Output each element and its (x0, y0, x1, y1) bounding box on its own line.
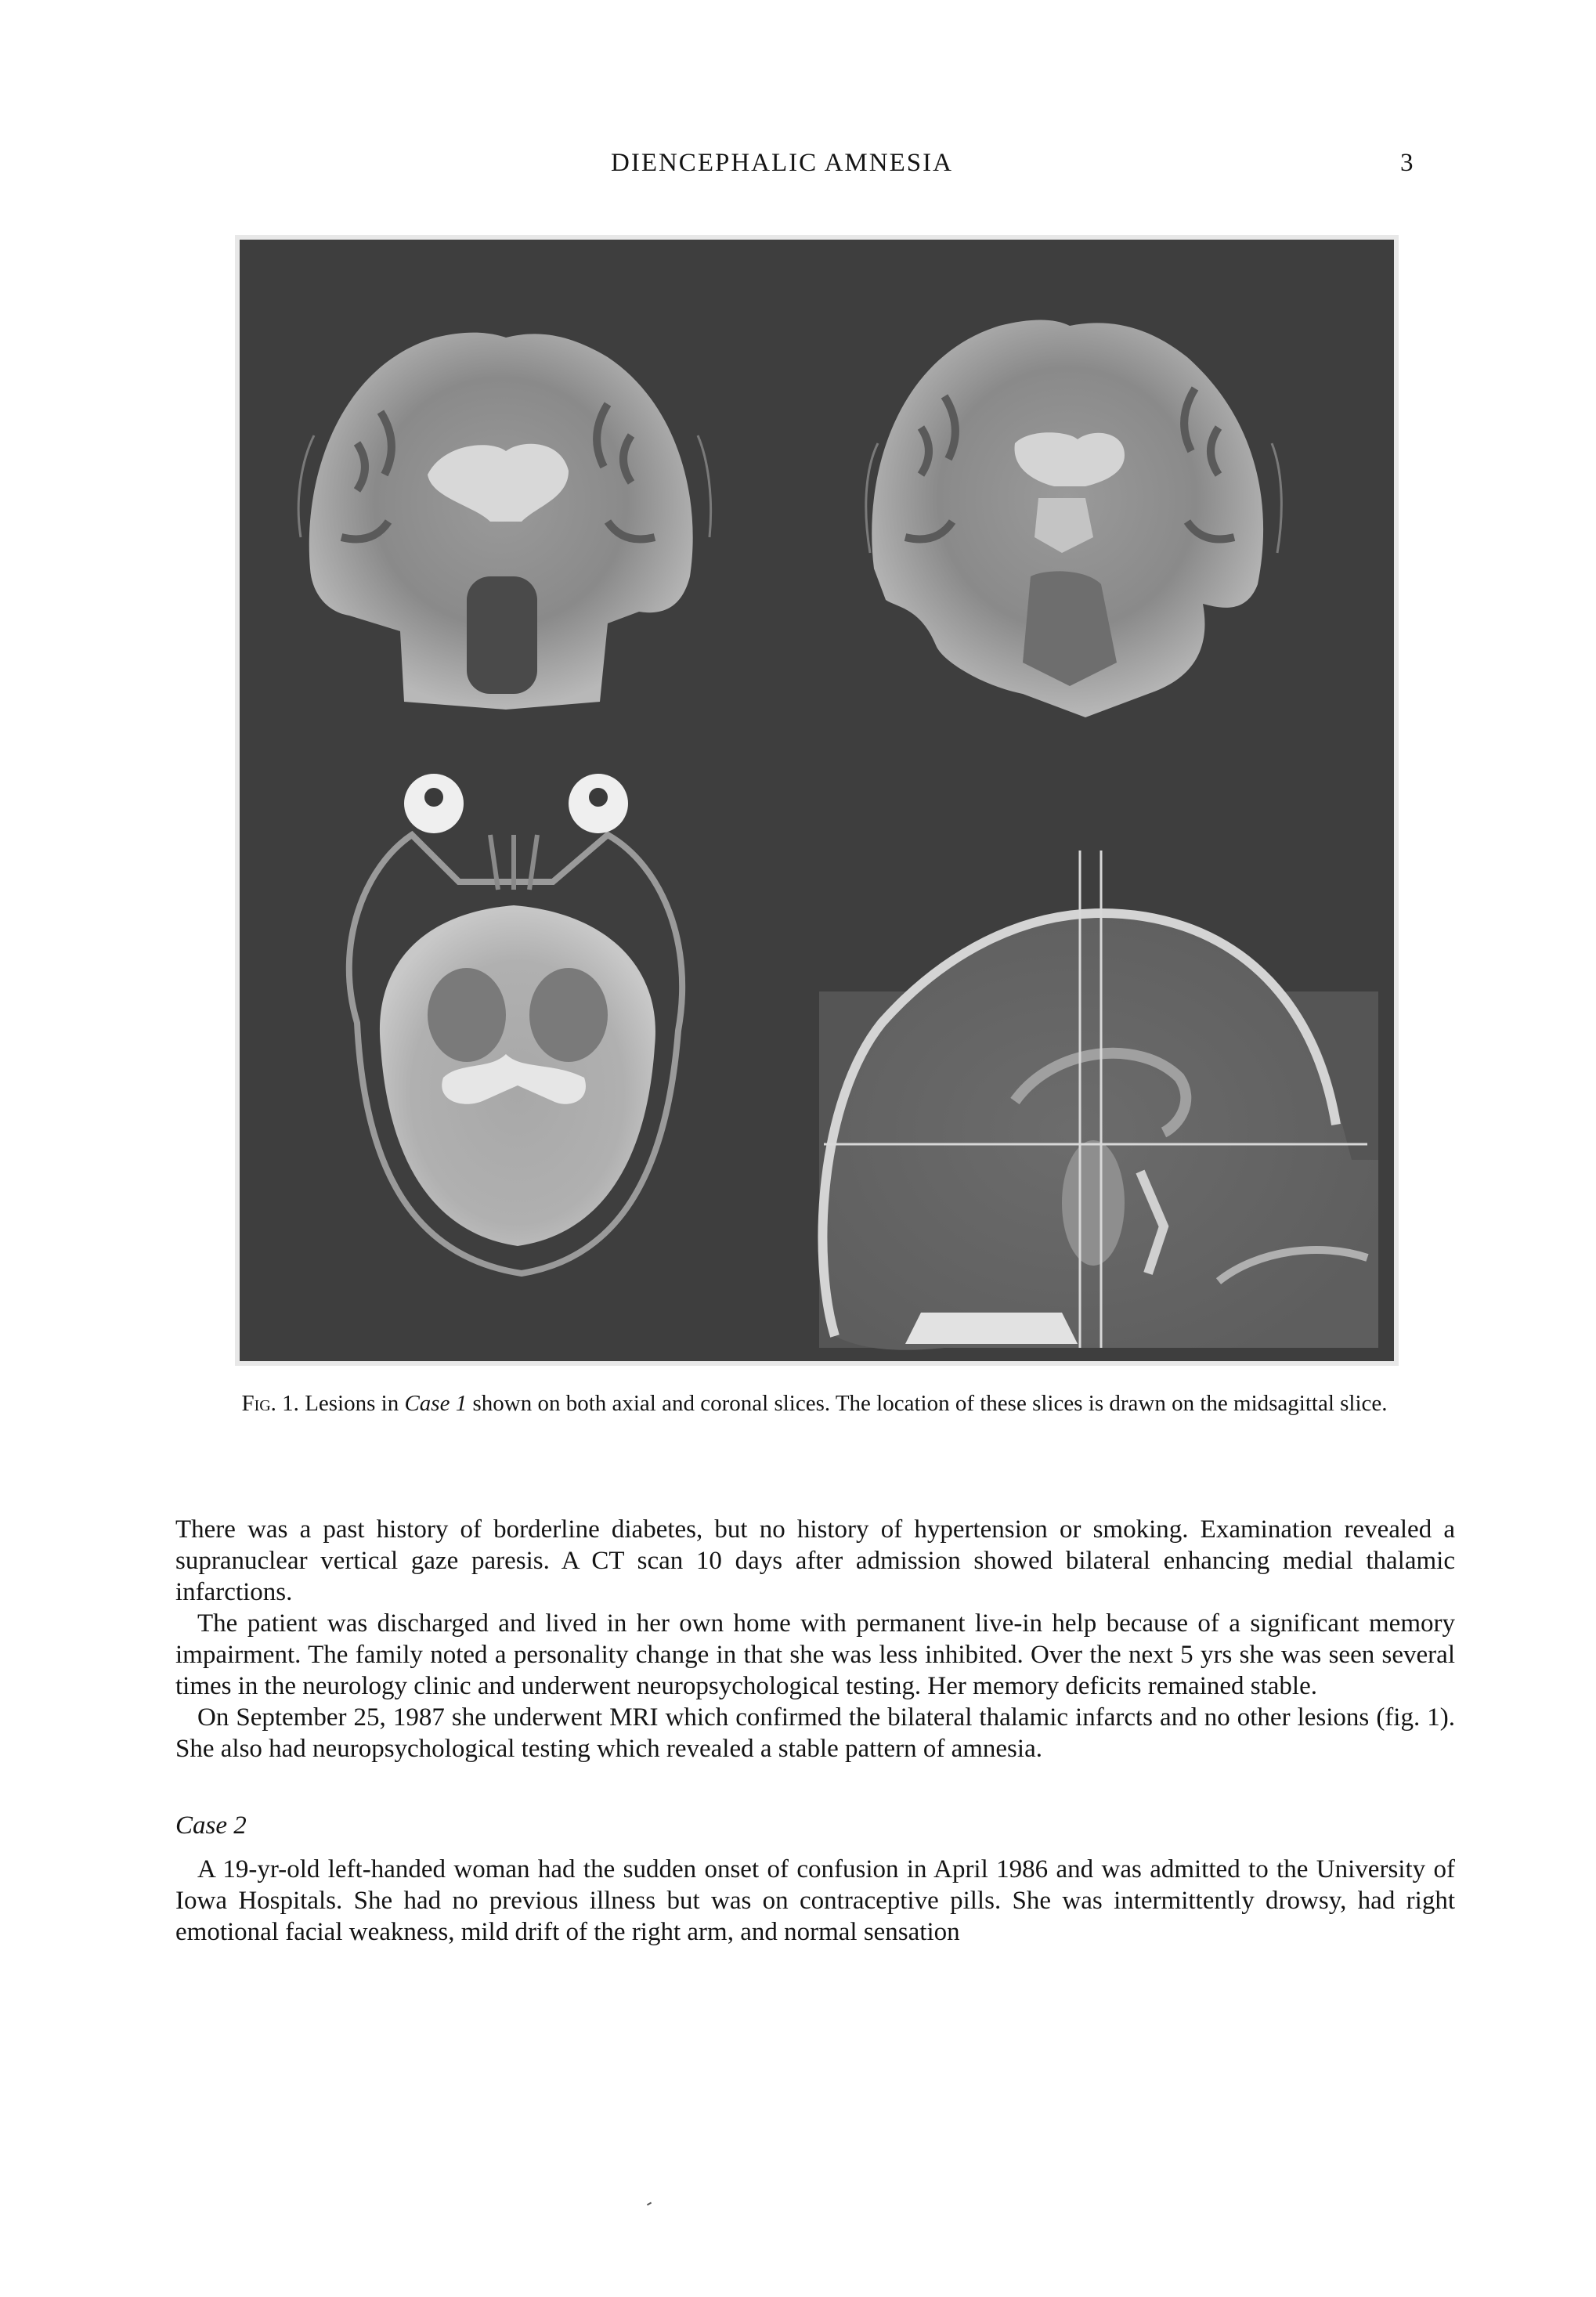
caption-text-2: shown on both axial and coronal slices. The location of these slices is drawn on the midsagittal slice. (467, 1391, 1388, 1416)
caption-case-reference: Case 1 (404, 1391, 468, 1416)
figure-label: Fig. 1. (241, 1391, 299, 1416)
section-heading-case-2: Case 2 (175, 1811, 247, 1840)
caption-text-1: Lesions in (298, 1391, 405, 1416)
midsagittal-slice (819, 851, 1378, 1350)
running-title: DIENCEPHALIC AMNESIA (611, 149, 953, 177)
body-text (175, 1514, 1455, 1948)
paragraph-history: There was a past history of borderline diabetes, but no history of hypertension or smoking. Examination revealed a supranuclear vertical gaze paresis. A CT scan 10 days after admission showed bilateral enhancing medial thalamic infarctions. (175, 1515, 1455, 1606)
axial-slice (349, 774, 682, 1273)
paragraph-discharge: The patient was discharged and lived in her own home with permanent live-in help because of a significant memory impairment. The family noted a personality change in that she was less inhibited. Over the next 5 yrs she was seen several times in the neurology clinic and underwent neuropsychological testing. Her memory deficits remained stable. (175, 1609, 1455, 1700)
figure-caption (174, 1388, 1455, 1419)
coronal-slice-1 (298, 333, 710, 710)
figure-1-mri-panels (240, 240, 1394, 1361)
paragraph-case-2: A 19-yr-old left-handed woman had the sudden onset of confusion in April 1986 and was admitted to the University of Iowa Hospitals. She had no previous illness but was on contraceptive pills. She was intermittently drowsy, had right emotional facial weakness, mild drift of the right arm, and normal sensation (175, 1855, 1455, 1946)
scan-artifact-mark (647, 2202, 652, 2206)
page-number: 3 (1400, 149, 1414, 177)
coronal-slice-2 (866, 320, 1282, 718)
paragraph-mri: On September 25, 1987 she underwent MRI which confirmed the bilateral thalamic infarcts and no other lesions (fig. 1). She also had neuropsychological testing which revealed a stable pattern of amnesia. (175, 1703, 1455, 1763)
